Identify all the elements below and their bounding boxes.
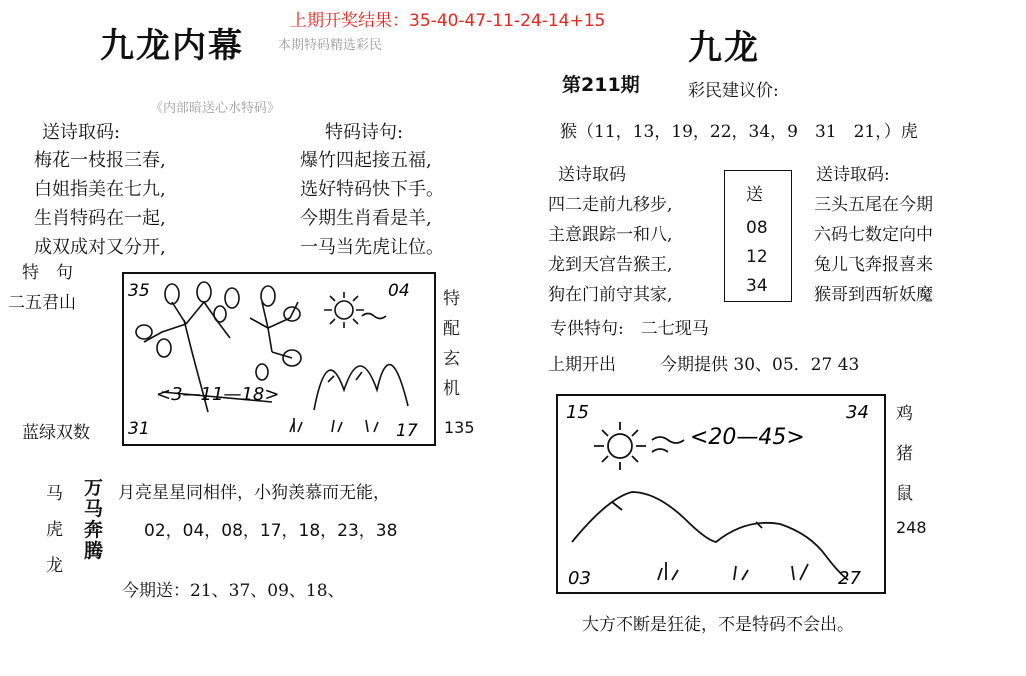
poem-line: 梅花一枝报三春, <box>34 150 166 171</box>
poem-line: 四二走前九移步, <box>548 195 673 215</box>
poem-line: 一马当先虎让位。 <box>300 237 444 258</box>
poem-line: 今期生肖看是羊, <box>300 208 432 229</box>
pic-range: <20—45> <box>690 425 805 450</box>
zodiac-char: 猪 <box>896 444 913 464</box>
pic-num-top-right: 34 <box>846 402 869 423</box>
left-send-poem-heading: 送诗取码: <box>42 122 121 143</box>
poem-line: 成双成对又分开, <box>34 237 166 258</box>
zodiac-char: 龙 <box>46 556 63 576</box>
poem-line: 主意跟踪一和八, <box>548 225 673 245</box>
side-char: 特 <box>443 289 460 309</box>
pic-num-bottom-right: 17 <box>396 421 418 441</box>
right-advice-label: 彩民建议价: <box>688 81 779 101</box>
left-color-label: 蓝绿双数 <box>22 423 90 443</box>
pic-num-top-left: 15 <box>566 402 589 423</box>
right-side-number: 248 <box>896 518 927 537</box>
left-numbers-line: 02，04，08，17，18，23，38 <box>144 521 398 541</box>
pic-num-top-right: 04 <box>388 281 410 301</box>
last-result-banner: 上期开奖结果：35-40-47-11-24-14+15 <box>290 11 606 31</box>
box-number: 08 <box>746 218 768 238</box>
poem-line: 三头五尾在今期 <box>814 195 933 215</box>
left-send-line: 今期送：21、37、09、18、 <box>122 581 345 601</box>
poem-line: 猴哥到西斩妖魔 <box>814 285 933 305</box>
left-subtitle: 本期特码精选彩民 <box>278 38 383 53</box>
pic-num-bottom-right: 27 <box>838 568 861 589</box>
side-char: 机 <box>443 379 460 399</box>
right-footer: 大方不断是狂徒，不是特码不会出。 <box>582 615 854 635</box>
poem-line: 六码七数定向中 <box>814 225 933 245</box>
right-send-right-heading: 送诗取码: <box>816 165 890 185</box>
left-special-poem-heading: 特码诗句: <box>325 122 404 143</box>
right-monkey-line: 猴（11，13，19，22，34，9 31 21，）虎 <box>560 122 918 142</box>
zodiac-char: 鼠 <box>896 484 913 504</box>
side-char: 配 <box>443 319 460 339</box>
poem-line: 爆竹四起接五福, <box>300 150 432 171</box>
left-special-line-text: 二五君山 <box>8 293 76 313</box>
box-number: 12 <box>746 247 768 267</box>
poem-line: 白姐指美在七九, <box>34 179 166 200</box>
pic-num-bottom-left: 31 <box>128 419 150 439</box>
left-poem-left <box>34 146 166 262</box>
left-special-line-label: 特 句 <box>22 263 73 283</box>
right-box-numbers <box>746 214 768 301</box>
pic-range: <3—11—18> <box>156 384 280 405</box>
side-char: 玄 <box>443 349 460 369</box>
left-side-label <box>443 284 460 404</box>
left-poem-line: 月亮星星同相伴，小狗羡慕而无能， <box>118 483 390 503</box>
right-box-label: 送 <box>746 185 763 205</box>
pic-num-top-left: 35 <box>128 281 150 301</box>
right-zodiac-column <box>896 394 913 514</box>
left-slogan: 万马奔腾 <box>84 477 104 562</box>
left-poem-right <box>300 146 444 262</box>
pic-num-bottom-left: 03 <box>568 568 591 589</box>
zodiac-char: 虎 <box>46 520 63 540</box>
right-send-left-heading: 送诗取码 <box>558 165 626 185</box>
right-issue: 第211期 <box>562 74 640 96</box>
zodiac-char: 马 <box>46 484 63 504</box>
right-poem-right <box>814 190 933 310</box>
right-special-line: 专供特句: 二七现马 <box>550 319 709 339</box>
poem-line: 兔儿飞奔报喜来 <box>814 255 933 275</box>
zodiac-char: 鸡 <box>896 404 913 424</box>
right-this-issue-line: 今期提供 30、05．27 43 <box>660 355 860 375</box>
box-number: 34 <box>746 276 768 296</box>
left-source-note: 《内部暗送心水特码》 <box>150 101 281 116</box>
left-zodiac-column <box>46 476 63 584</box>
poem-line: 选好特码快下手。 <box>300 179 444 200</box>
left-title: 九龙内幕 <box>100 26 244 66</box>
right-poem-left <box>548 190 672 310</box>
poem-line: 龙到天宫告猴王, <box>548 255 673 275</box>
right-landscape-sketch <box>556 394 884 592</box>
left-tree-sketch <box>122 272 434 444</box>
left-side-number: 135 <box>444 418 475 437</box>
right-title: 九龙 <box>688 28 760 68</box>
poem-line: 狗在门前守其家, <box>548 285 673 305</box>
right-last-out-label: 上期开出 <box>548 355 616 375</box>
poem-line: 生肖特码在一起, <box>34 208 166 229</box>
